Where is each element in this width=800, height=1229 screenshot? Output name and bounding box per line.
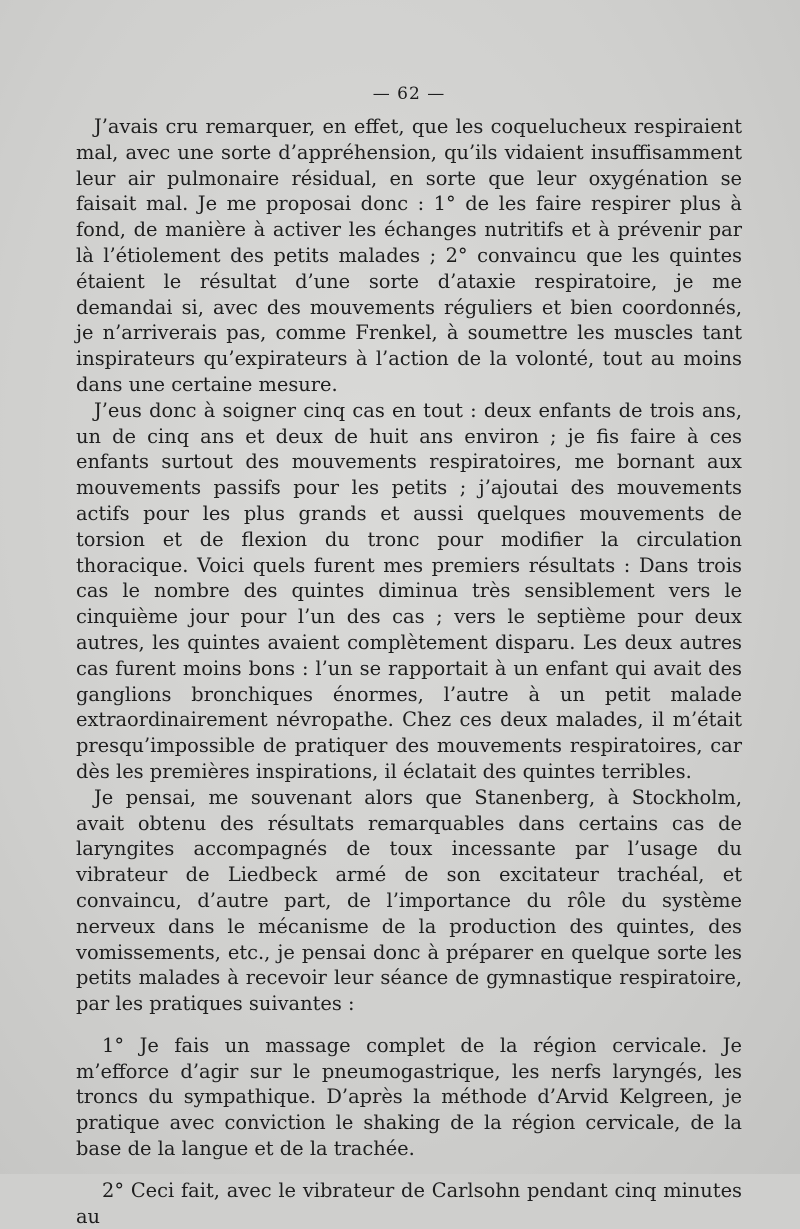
paragraph-4: 1° Je fais un massage complet de la région cervicale. Je m’efforce d’agir sur le pneumogastrique, les nerfs laryngés, les troncs du sympathique. D’après la méthode d’Arvid Kelgreen, je pratique avec conviction le shaking de la région cervicale, de la base de la langue et de la trachée. [76, 1033, 742, 1161]
page-number: — 62 — [372, 84, 446, 104]
paragraph-3: Je pensai, me souvenant alors que Stanenberg, à Stockholm, avait obtenu des résultats remarquables dans certains cas de laryngites accompagnés de toux incessante par l’usage du vibrateur de Liedbeck armé de son excitateur trachéal, et convaincu, d’autre part, de l’importance du rôle du système nerveux dans le mécanisme de la production des quintes, des vomissements, etc., je pensai donc à préparer en quelque sorte les petits malades à recevoir leur séance de gymnastique respiratoire, par les pratiques suivantes : [76, 785, 742, 1016]
paragraph-1: J’avais cru remarquer, en effet, que les coquelucheux respiraient mal, avec une sorte d’appréhension, qu’ils vidaient insuffisamment leur air pulmonaire résidual, en sorte que leur oxygénation se faisait mal. Je me proposai donc : 1° de les faire respirer plus à fond, de manière à activer les échanges nutritifs et à prévenir par là l’étiolement des petits malades ; 2° convaincu que les quintes étaient le résultat d’une sorte d’ataxie respiratoire, je me demandai si, avec des mouvements réguliers et bien coordonnés, je n’arriverais pas, comme Frenkel, à soumettre les muscles tant inspirateurs qu’expirateurs à l’action de la volonté, tout au moins dans une certaine mesure. [76, 115, 742, 396]
paragraph-5: 2° Ceci fait, avec le vibrateur de Carlsohn pendant cinq minutes au [76, 1178, 742, 1228]
paragraph-2: J’eus donc à soigner cinq cas en tout : deux enfants de trois ans, un de cinq ans et deux de huit ans environ ; je fis faire à ces enfants surtout des mouvements respiratoires, me bornant aux mouvements passifs pour les petits ; j’ajoutai des mouvements actifs pour les plus grands et aussi quelques mouvements de torsion et de flexion du tronc pour modifier la circulation thoracique. Voici quels furent mes premiers résultats : Dans trois cas le nombre des quintes diminua très sensiblement vers le cinquième jour pour l’un des cas ; vers le septième pour deux autres, les quintes avaient complètement disparu. Les deux autres cas furent moins bons : l’un se rapportait à un enfant qui avait des ganglions bronchiques énormes, l’autre à un petit malade extraordinairement névropathe. Chez ces deux malades, il m’était presqu’impossible de pratiquer des mouvements respiratoires, car dès les premières inspirations, il éclatait des quintes terribles. [76, 398, 742, 783]
